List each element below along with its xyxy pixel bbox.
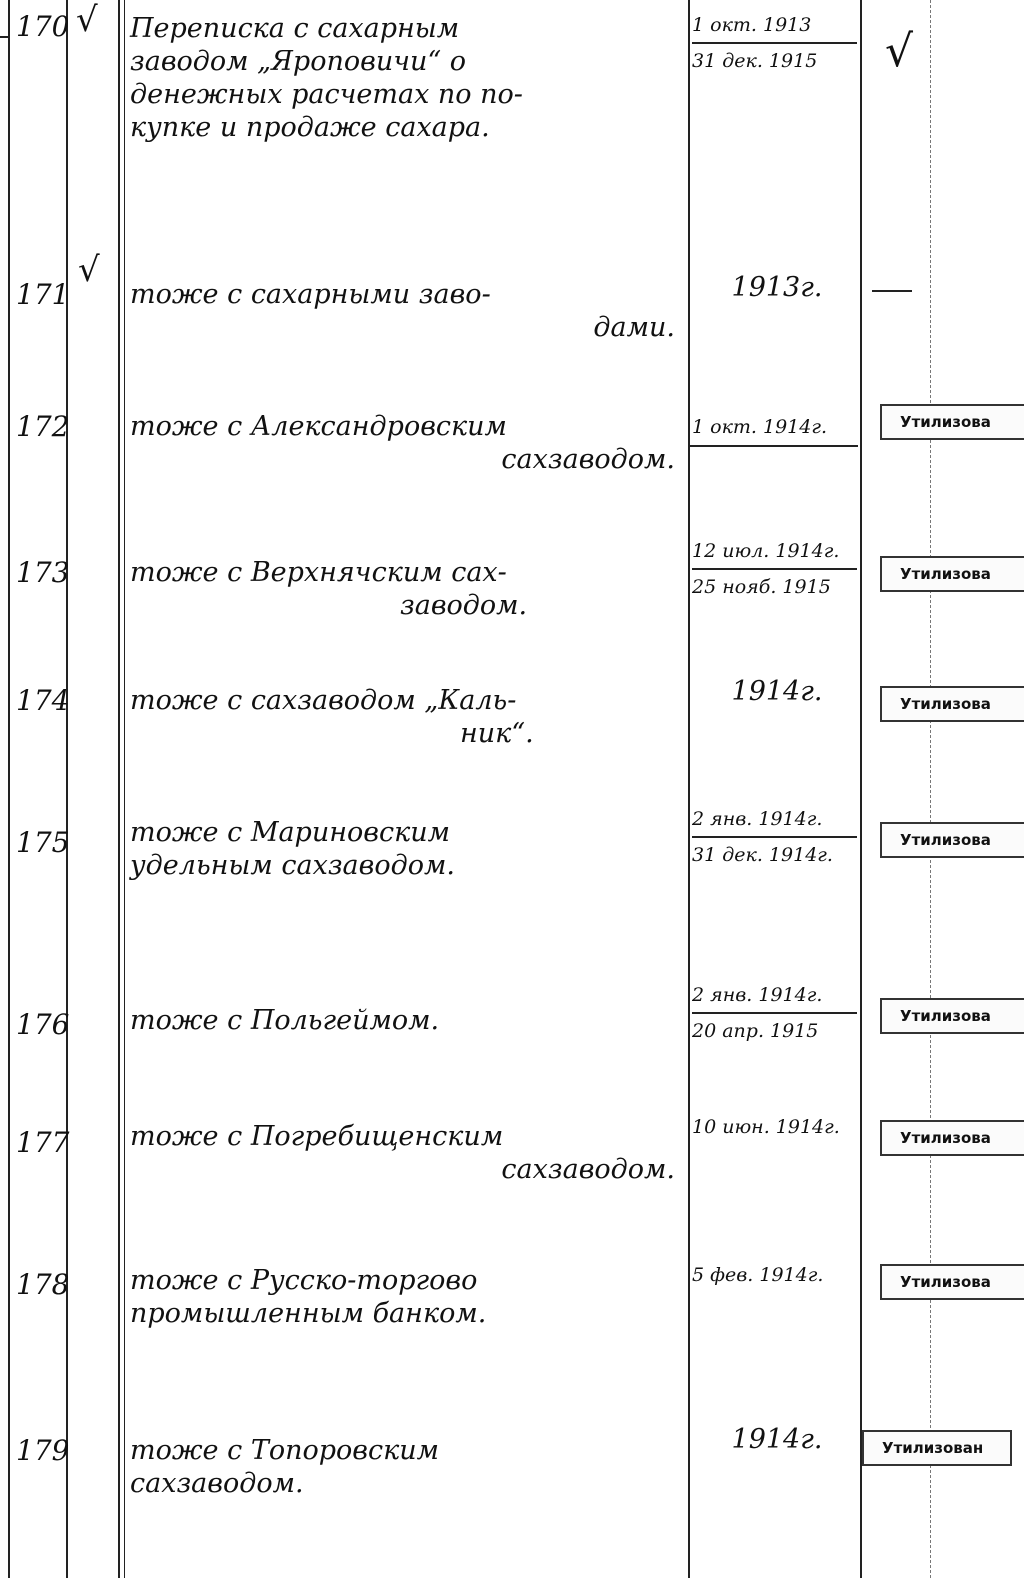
description-line: удельным сахзаводом. [130,850,455,881]
description-line: сахзаводом. [130,1468,304,1499]
description-line: тоже с Мариновским [130,817,451,848]
description-line: тоже с сахзаводом „Каль- [130,685,517,716]
check-mark: √ [76,0,98,40]
date-start: 1913г. [731,272,823,303]
row-number: 171 [16,278,70,311]
row-number: 170 [16,10,70,43]
description-line: тоже с Верхнячским сах- [130,557,507,588]
row-dates [692,540,862,598]
utilized-stamp: Утилизова [880,686,1024,722]
date-start: 2 янв. 1914г. [692,808,823,830]
tick-mark: √ [885,26,914,77]
date-end: 31 дек. 1914г. [692,836,857,866]
date-start: 1914г. [731,676,823,707]
column-rule-notes [930,0,931,1578]
row-number: 174 [16,684,70,717]
row-dates [692,1264,862,1286]
date-underline [688,445,858,447]
row-number: 178 [16,1268,70,1301]
row-number: 177 [16,1126,70,1159]
date-start: 1 окт. 1914г. [692,416,828,438]
date-start: 1 окт. 1913 [692,14,812,36]
utilized-stamp: Утилизова [880,998,1024,1034]
utilized-stamp: Утилизова [880,1264,1024,1300]
row-description [130,816,685,882]
row-number: 172 [16,410,70,443]
row-dates [692,272,862,303]
row-description [130,556,685,622]
utilized-stamp: Утилизова [880,404,1024,440]
row-description [130,1264,685,1330]
row-description [130,410,685,476]
row-number: 173 [16,556,70,589]
description-line: тоже с Погребищенским [130,1121,504,1152]
row-description [130,1004,685,1037]
date-start: 10 июн. 1914г. [692,1116,840,1138]
row-dates [692,1116,862,1138]
date-start: 5 фев. 1914г. [692,1264,824,1286]
row-description [130,278,685,344]
column-rule-stamp [860,0,862,1578]
description-line: сахзаводом. [501,1154,675,1185]
dash-mark [872,290,912,292]
column-rule-desc-left-double [124,0,125,1578]
row-dates [692,14,862,72]
description-line: дами. [593,312,675,343]
row-dates [692,416,862,438]
description-line: промышленным банком. [130,1298,487,1329]
row-description [130,1434,685,1500]
utilized-stamp: Утилизова [880,556,1024,592]
description-line: купке и продаже сахара. [130,112,490,143]
date-end: 20 апр. 1915 [692,1012,857,1042]
date-start: 2 янв. 1914г. [692,984,823,1006]
row-description [130,684,685,750]
row-dates [692,676,862,707]
description-line: тоже с Польгеймом. [130,1005,440,1036]
utilized-stamp: Утилизова [880,822,1024,858]
column-rule-date [688,0,690,1578]
date-start: 12 июл. 1914г. [692,540,840,562]
description-line: тоже с Топоровским [130,1435,439,1466]
row-description [130,12,685,144]
description-line: сахзаводом. [501,444,675,475]
check-mark: √ [78,250,100,290]
row-dates [692,984,862,1042]
description-line: Переписка с сахарным [130,13,460,44]
row-dates [692,1424,862,1455]
column-rule-number [66,0,68,1578]
row-number: 179 [16,1434,70,1467]
column-rule-desc-left [118,0,120,1578]
row-number: 175 [16,826,70,859]
description-line: заводом „Яроповичи“ о [130,46,467,77]
description-line: тоже с сахарными заво- [130,279,491,310]
date-end: 25 нояб. 1915 [692,568,857,598]
row-number: 176 [16,1008,70,1041]
utilized-stamp: Утилизова [880,1120,1024,1156]
row-dates [692,808,862,866]
date-start: 1914г. [731,1424,823,1455]
description-line: заводом. [400,590,528,621]
date-end: 31 дек. 1915 [692,42,857,72]
utilized-stamp: Утилизован [862,1430,1012,1466]
column-rule-left [8,0,10,1578]
description-line: ник“. [460,718,534,749]
description-line: тоже с Русско-торгово [130,1265,478,1296]
description-line: тоже с Александровским [130,411,507,442]
row-description [130,1120,685,1186]
margin-tick [0,36,10,38]
description-line: денежных расчетах по по- [130,79,523,110]
